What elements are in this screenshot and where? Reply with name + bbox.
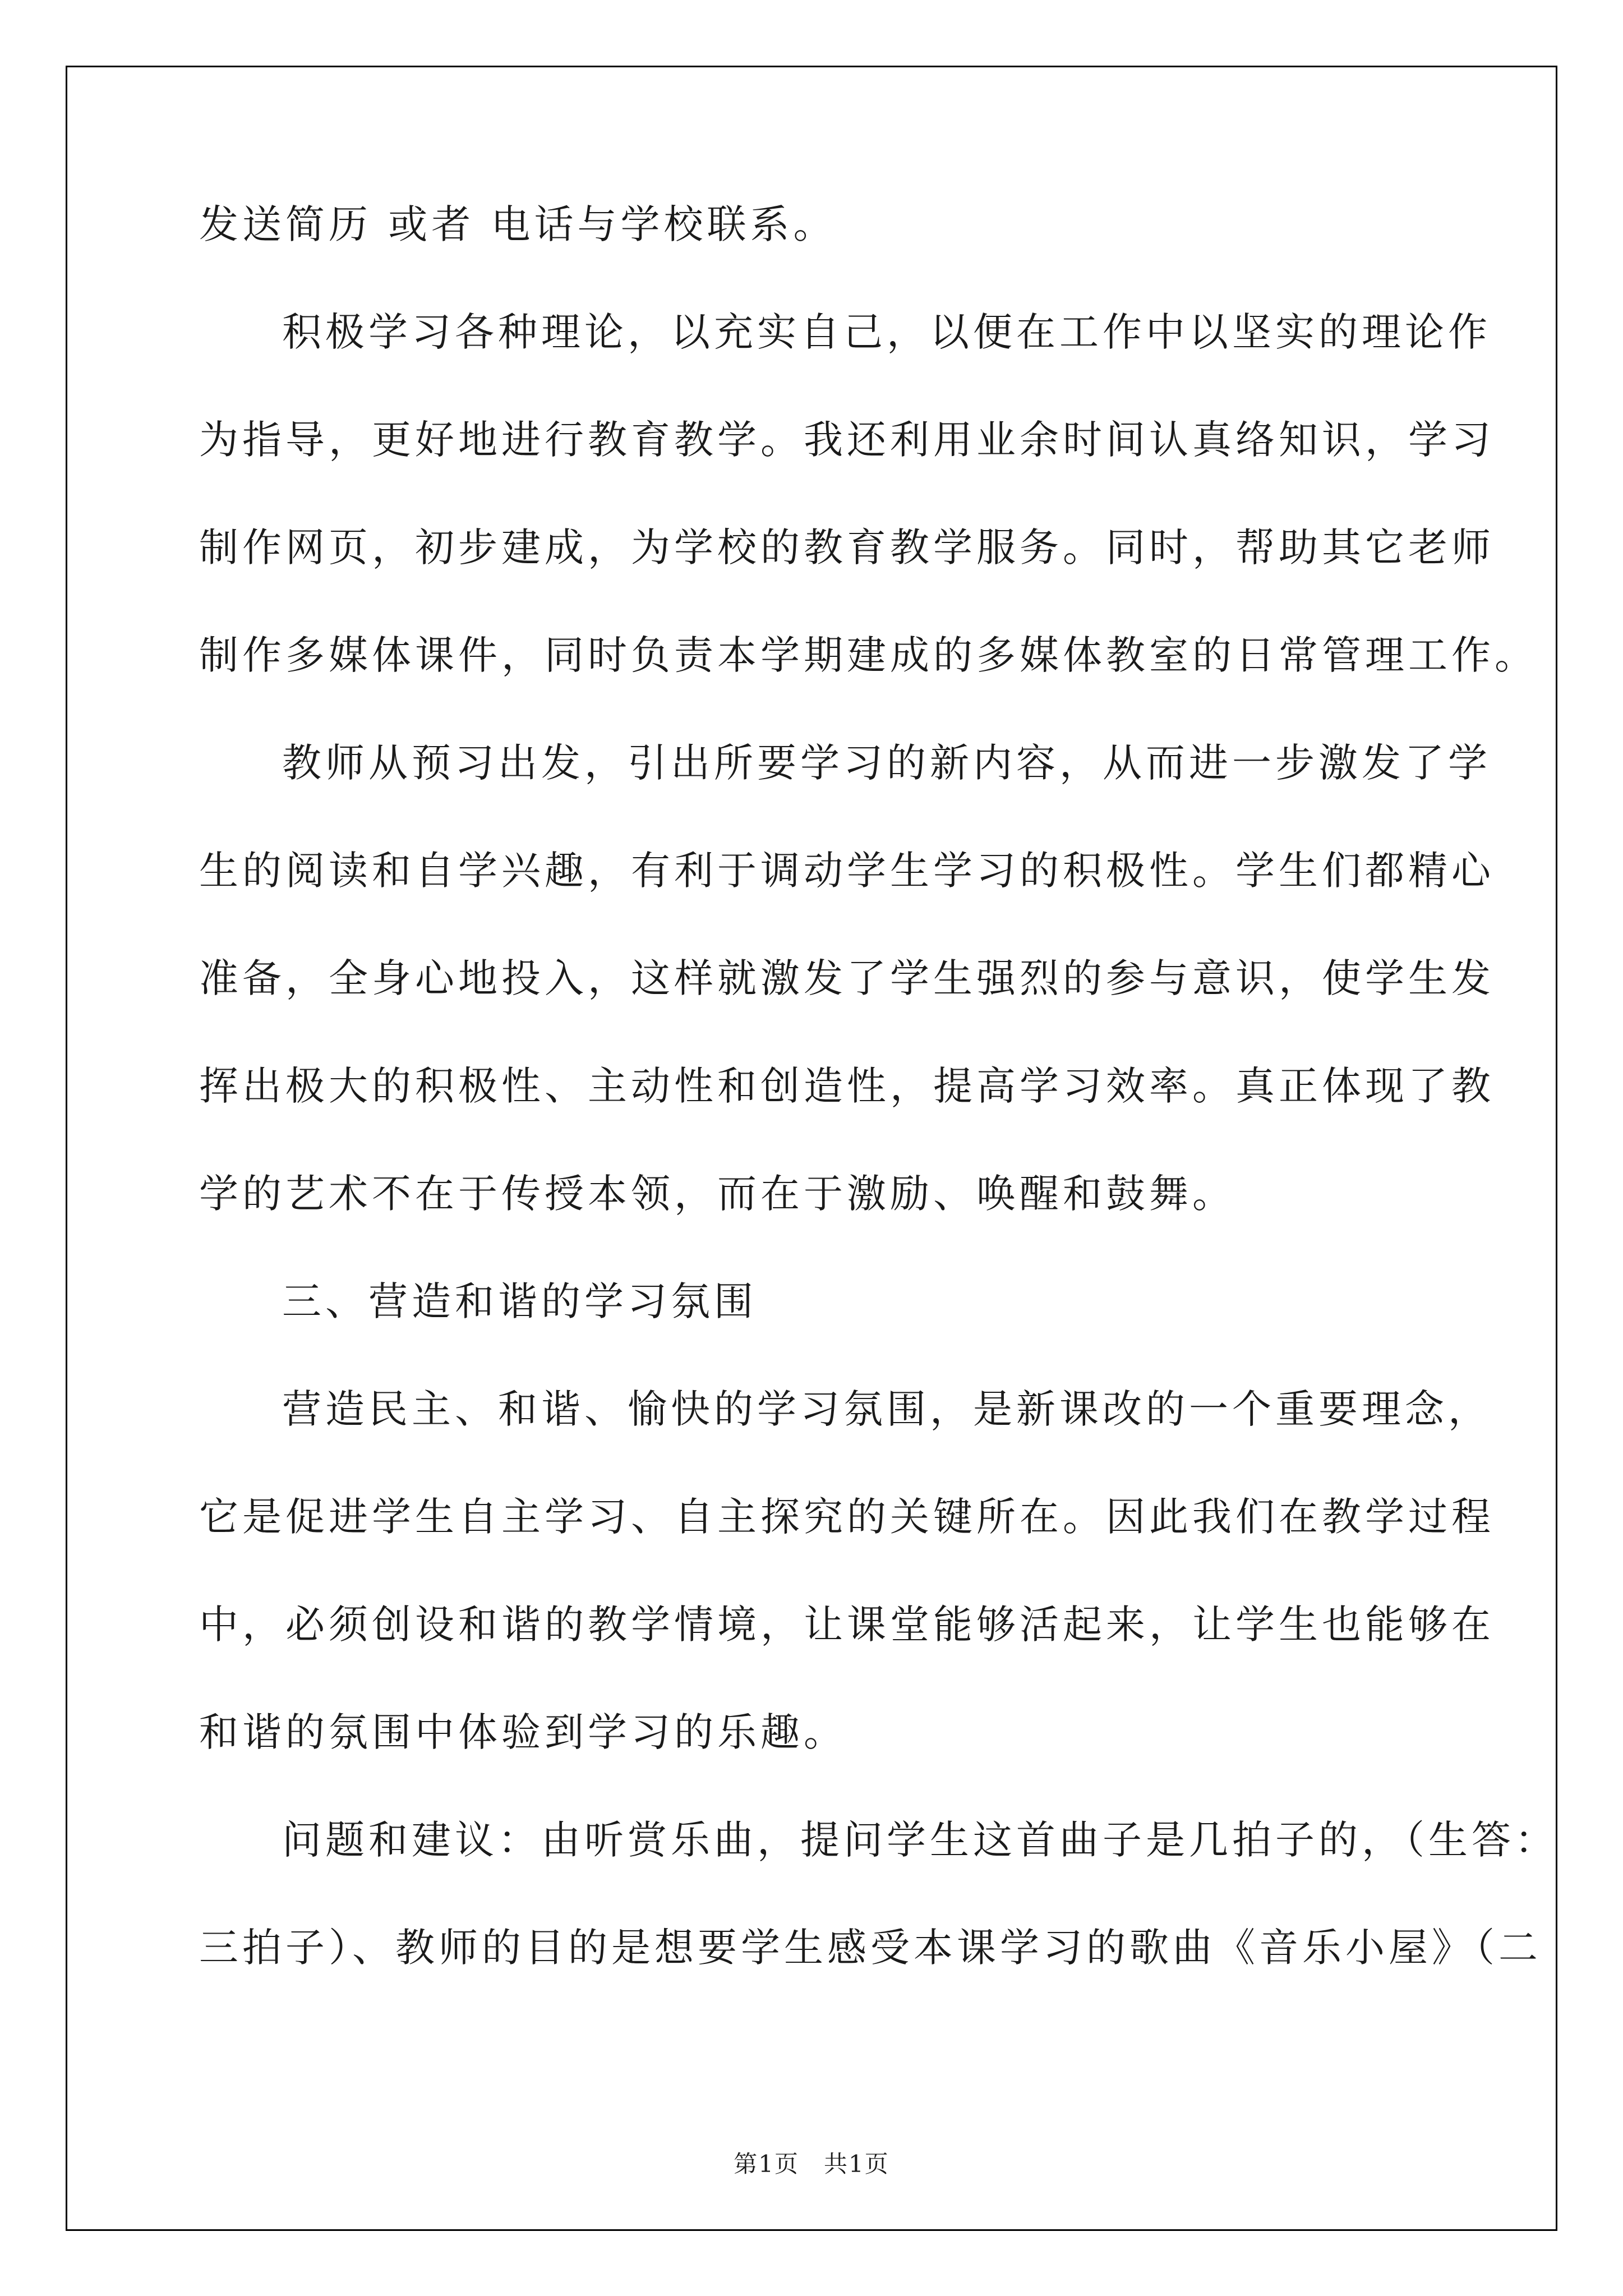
text-line: 制作网页，初步建成，为学校的教育教学服务。同时，帮助其它老师 xyxy=(199,524,1495,570)
text-line: 生的阅读和自学兴趣，有利于调动学生学习的积极性。学生们都精心 xyxy=(199,848,1495,894)
text-line: 准备，全身心地投入，这样就激发了学生强烈的参与意识，使学生发 xyxy=(199,955,1495,1001)
text-line: 为指导，更好地进行教育教学。我还利用业余时间认真络知识，学习 xyxy=(199,417,1495,463)
text-line: 挥出极大的积极性、主动性和创造性，提高学习效率。真正体现了教 xyxy=(199,1063,1495,1109)
text-line: 三拍子）、教师的目的是想要学生感受本课学习的歌曲《音乐小屋》（二 xyxy=(199,1925,1542,1971)
paragraph-first-line: 营造民主、和谐、愉快的学习氛围，是新课改的一个重要理念， xyxy=(282,1386,1491,1432)
paragraph-first-line: 积极学习各种理论，以充实自己，以便在工作中以坚实的理论作 xyxy=(282,309,1491,355)
page-border xyxy=(66,66,1557,2231)
section-heading: 三、营造和谐的学习氛围 xyxy=(282,1278,757,1324)
paragraph-first-line: 问题和建议：由听赏乐曲，提问学生这首曲子是几拍子的，（生答： xyxy=(282,1817,1558,1863)
text-line: 它是促进学生自主学习、自主探究的关键所在。因此我们在教学过程 xyxy=(199,1494,1495,1540)
paragraph-first-line: 教师从预习出发，引出所要学习的新内容，从而进一步激发了学 xyxy=(282,740,1491,786)
text-line: 和谐的氛围中体验到学习的乐趣。 xyxy=(199,1709,847,1755)
text-line: 中，必须创设和谐的教学情境，让课堂能够活起来，让学生也能够在 xyxy=(199,1602,1495,1648)
text-line: 制作多媒体课件，同时负责本学期建成的多媒体教室的日常管理工作。 xyxy=(199,632,1538,678)
text-line: 发送简历 或者 电话与学校联系。 xyxy=(199,201,837,247)
page-number-footer: 第1页 共1页 xyxy=(734,2150,889,2178)
text-line: 学的艺术不在于传授本领，而在于激励、唤醒和鼓舞。 xyxy=(199,1171,1235,1217)
